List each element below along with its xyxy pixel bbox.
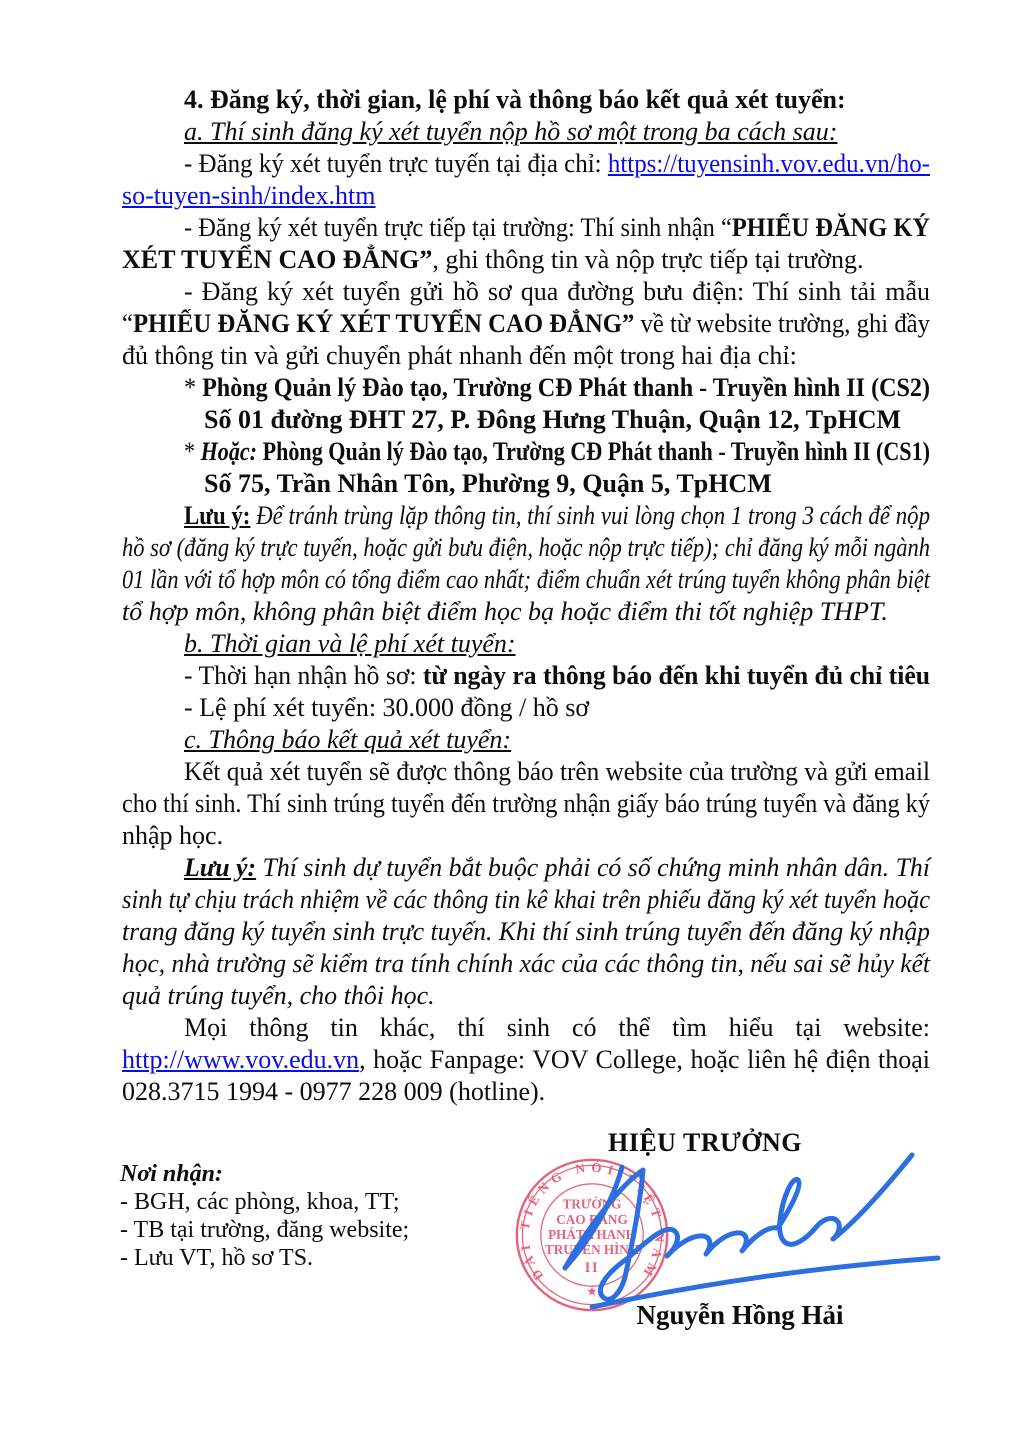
text-run: tổ hợp môn, không phân biệt điểm học bạ hoặc điểm thi tốt nghiệp THPT. [122, 597, 888, 626]
paragraph-line [122, 532, 930, 564]
paragraph-line [122, 564, 930, 596]
line-runs [122, 884, 930, 915]
line-runs [122, 180, 375, 211]
text-run: 028.3715 1994 - 0977 228 009 (hotline). [122, 1077, 546, 1106]
text-run: , ghi thông tin và nộp trực tiếp tại trường. [432, 245, 864, 274]
text-run: “ [122, 309, 133, 338]
text-run: - Lệ phí xét tuyển: 30.000 đồng / hồ sơ [184, 693, 590, 722]
line-runs [122, 308, 930, 339]
line-runs [204, 468, 772, 499]
paragraph-line [184, 436, 930, 468]
stamp-center-line: CAO ĐẲNG [556, 1211, 628, 1227]
line-runs [122, 1076, 545, 1107]
text-run: a. Thí sinh đăng ký xét tuyển nộp hồ sơ một trong ba cách sau: [184, 117, 838, 146]
text-run: Lưu ý: [184, 501, 251, 530]
paragraph-line [184, 276, 930, 308]
line-runs [184, 212, 930, 243]
signature-stroke [833, 1155, 912, 1239]
text-run: về từ website trường, ghi đầy [634, 309, 930, 338]
stamp-ring-text: ĐÀI TIẾNG NÓI VIỆT NAM [516, 1159, 668, 1284]
paragraph-line [184, 756, 930, 788]
line-runs [184, 148, 930, 179]
line-runs [122, 788, 930, 819]
text-run: trang đăng ký tuyển sinh trực tuyến. Khi thí sinh trúng tuyển đến đăng ký nhập [122, 917, 930, 946]
paragraph-line [184, 372, 930, 404]
paragraph-line [184, 692, 930, 724]
paragraph-line [184, 148, 930, 180]
text-run: Hoặc: [200, 437, 263, 466]
stamp-center-line: II [584, 1259, 600, 1276]
text-run: 01 lần với tổ hợp môn có tổng điểm cao nhất; điểm chuẩn xét trúng tuyển không phân biệt [122, 565, 930, 594]
text-run: - Đăng ký xét tuyển gửi hồ sơ qua đường bưu điện: Thí sinh tải mẫu [184, 277, 930, 306]
text-run: , hoặc Fanpage: VOV College, hoặc liên hệ điện thoại [359, 1045, 930, 1074]
line-runs [184, 1012, 930, 1043]
paragraph-line [184, 84, 930, 116]
signer-title: HIỆU TRƯỞNG [607, 1128, 803, 1157]
line-runs [184, 500, 930, 531]
paragraph-line [122, 180, 930, 212]
text-run: Lưu ý: [184, 853, 257, 882]
stamp-star-icon: ★ [586, 1286, 598, 1298]
paragraph-line [122, 596, 930, 628]
paragraph-line [184, 724, 930, 756]
line-runs [122, 948, 930, 979]
line-runs [204, 404, 901, 435]
text-run: từ ngày ra thông báo đến khi tuyển đủ chỉ tiêu [422, 661, 930, 690]
paragraph-line [122, 980, 930, 1012]
stamp-center-line: TRƯỜNG [562, 1196, 622, 1212]
signer-name: Nguyễn Hồng Hải [636, 1300, 844, 1330]
paragraph-line [184, 660, 930, 692]
paragraph-line [184, 212, 930, 244]
line-runs [184, 116, 837, 147]
line-runs [184, 628, 516, 659]
text-run: hồ sơ (đăng ký trực tuyến, hoặc gửi bưu điện, hoặc nộp trực tiếp); chỉ đăng ký mỗi ngành [122, 533, 930, 562]
paragraph-line [122, 308, 930, 340]
text-run: Số 75, Trần Nhân Tôn, Phường 9, Quận 5, TpHCM [204, 469, 772, 498]
recipients-block [120, 1160, 409, 1272]
paragraph-line [122, 244, 930, 276]
paragraph-line [122, 948, 930, 980]
text-run: - Đăng ký xét tuyển trực tuyến tại địa chỉ: [184, 149, 608, 178]
text-run: Để tránh trùng lặp thông tin, thí sinh vui lòng chọn 1 trong 3 cách để nộp [250, 501, 931, 530]
recipient-item: - Lưu VT, hồ sơ TS. [120, 1245, 314, 1271]
text-run: * [184, 373, 203, 402]
paragraph-line [184, 116, 930, 148]
text-run: Số 01 đường ĐHT 27, P. Đông Hưng Thuận, Quận 12, TpHCM [204, 405, 902, 434]
paragraph-line [184, 1012, 930, 1044]
line-runs [184, 756, 930, 787]
line-runs [122, 340, 797, 371]
line-runs [184, 84, 846, 115]
text-run: học, nhà trường sẽ kiểm tra tính chính xác của các thông tin, nếu sai sẽ hủy kết [122, 949, 930, 978]
recipient-item: - TB tại trường, đăng website; [120, 1217, 410, 1243]
line-runs [184, 724, 511, 755]
stamp-center-line: TRUYỀN HÌNH [544, 1242, 640, 1258]
signature-icon [550, 1140, 945, 1315]
hyperlink[interactable]: https://tuyensinh.vov.edu.vn/ho- [607, 149, 930, 178]
line-runs [122, 980, 435, 1011]
paragraph-line [122, 1044, 930, 1076]
text-run: - Thời hạn nhận hồ sơ: [184, 661, 423, 690]
line-runs [122, 596, 888, 627]
text-run: nhập học. [122, 821, 224, 850]
recipient-item: - BGH, các phòng, khoa, TT; [120, 1189, 400, 1215]
text-run: Mọi thông tin khác, thí sinh có thể tìm hiểu tại website: [184, 1013, 930, 1042]
paragraph-line [122, 884, 930, 916]
text-run: b. Thời gian và lệ phí xét tuyển: [184, 629, 516, 658]
line-runs [122, 916, 930, 947]
line-runs [122, 1044, 930, 1075]
document-body [122, 84, 930, 1108]
text-run: - Đăng ký xét tuyển trực tiếp tại trường: Thí sinh nhận “ [184, 213, 732, 242]
text-run: Phòng Quản lý Đào tạo, Trường CĐ Phát thanh - Truyền hình II (CS2) [202, 373, 931, 402]
paragraph-line [122, 820, 930, 852]
text-run: PHIẾU ĐĂNG KÝ [731, 213, 930, 242]
text-run: * [184, 437, 201, 466]
hyperlink[interactable]: http://www.vov.edu.vn [122, 1045, 360, 1074]
text-run: c. Thông báo kết quả xét tuyển: [184, 725, 512, 754]
text-run: 4. Đăng ký, thời gian, lệ phí và thông báo kết quả xét tuyển: [184, 85, 846, 114]
text-run: XÉT TUYỂN CAO ĐẲNG” [122, 245, 433, 274]
line-runs [122, 820, 223, 851]
hyperlink[interactable]: so-tuyen-sinh/index.htm [122, 181, 376, 210]
recipients-heading: Nơi nhận: [120, 1161, 223, 1187]
paragraph-line [204, 404, 930, 436]
text-run: PHIẾU ĐĂNG KÝ XÉT TUYỂN CAO ĐẲNG” [132, 309, 635, 338]
text-run: cho thí sinh. Thí sinh trúng tuyển đến trường nhận giấy báo trúng tuyển và đăng ký [122, 789, 930, 818]
paragraph-line [122, 788, 930, 820]
line-runs [184, 660, 930, 691]
line-runs [184, 852, 930, 883]
paragraph-line [184, 628, 930, 660]
line-runs [122, 564, 930, 595]
line-runs [184, 692, 589, 723]
text-run: sinh tự chịu trách nhiệm về các thông tin kê khai trên phiếu đăng ký xét tuyển hoặc [122, 885, 930, 914]
paragraph-line [204, 468, 930, 500]
signature-stroke [562, 1170, 839, 1299]
paragraph-line [122, 1076, 930, 1108]
line-runs [184, 372, 930, 403]
stamp-center-line: PHÁT THANH [548, 1227, 636, 1242]
line-runs [122, 532, 930, 563]
line-runs [122, 244, 864, 275]
line-runs [184, 436, 930, 467]
paragraph-line [184, 852, 930, 884]
text-run: Phòng Quản lý Đào tạo, Trường CĐ Phát thanh - Truyền hình II (CS1) [262, 437, 930, 466]
text-run: quả trúng tuyển, cho thôi học. [122, 981, 435, 1010]
paragraph-line [122, 340, 930, 372]
text-run: đủ thông tin và gửi chuyển phát nhanh đến một trong hai địa chỉ: [122, 341, 797, 370]
line-runs [184, 276, 930, 307]
text-run: Kết quả xét tuyển sẽ được thông báo trên website của trường và gửi email [184, 757, 930, 786]
paragraph-line [184, 500, 930, 532]
text-run: Thí sinh dự tuyển bắt buộc phải có số chứng minh nhân dân. Thí [256, 853, 930, 882]
signature-stroke [592, 1258, 938, 1307]
paragraph-line [122, 916, 930, 948]
